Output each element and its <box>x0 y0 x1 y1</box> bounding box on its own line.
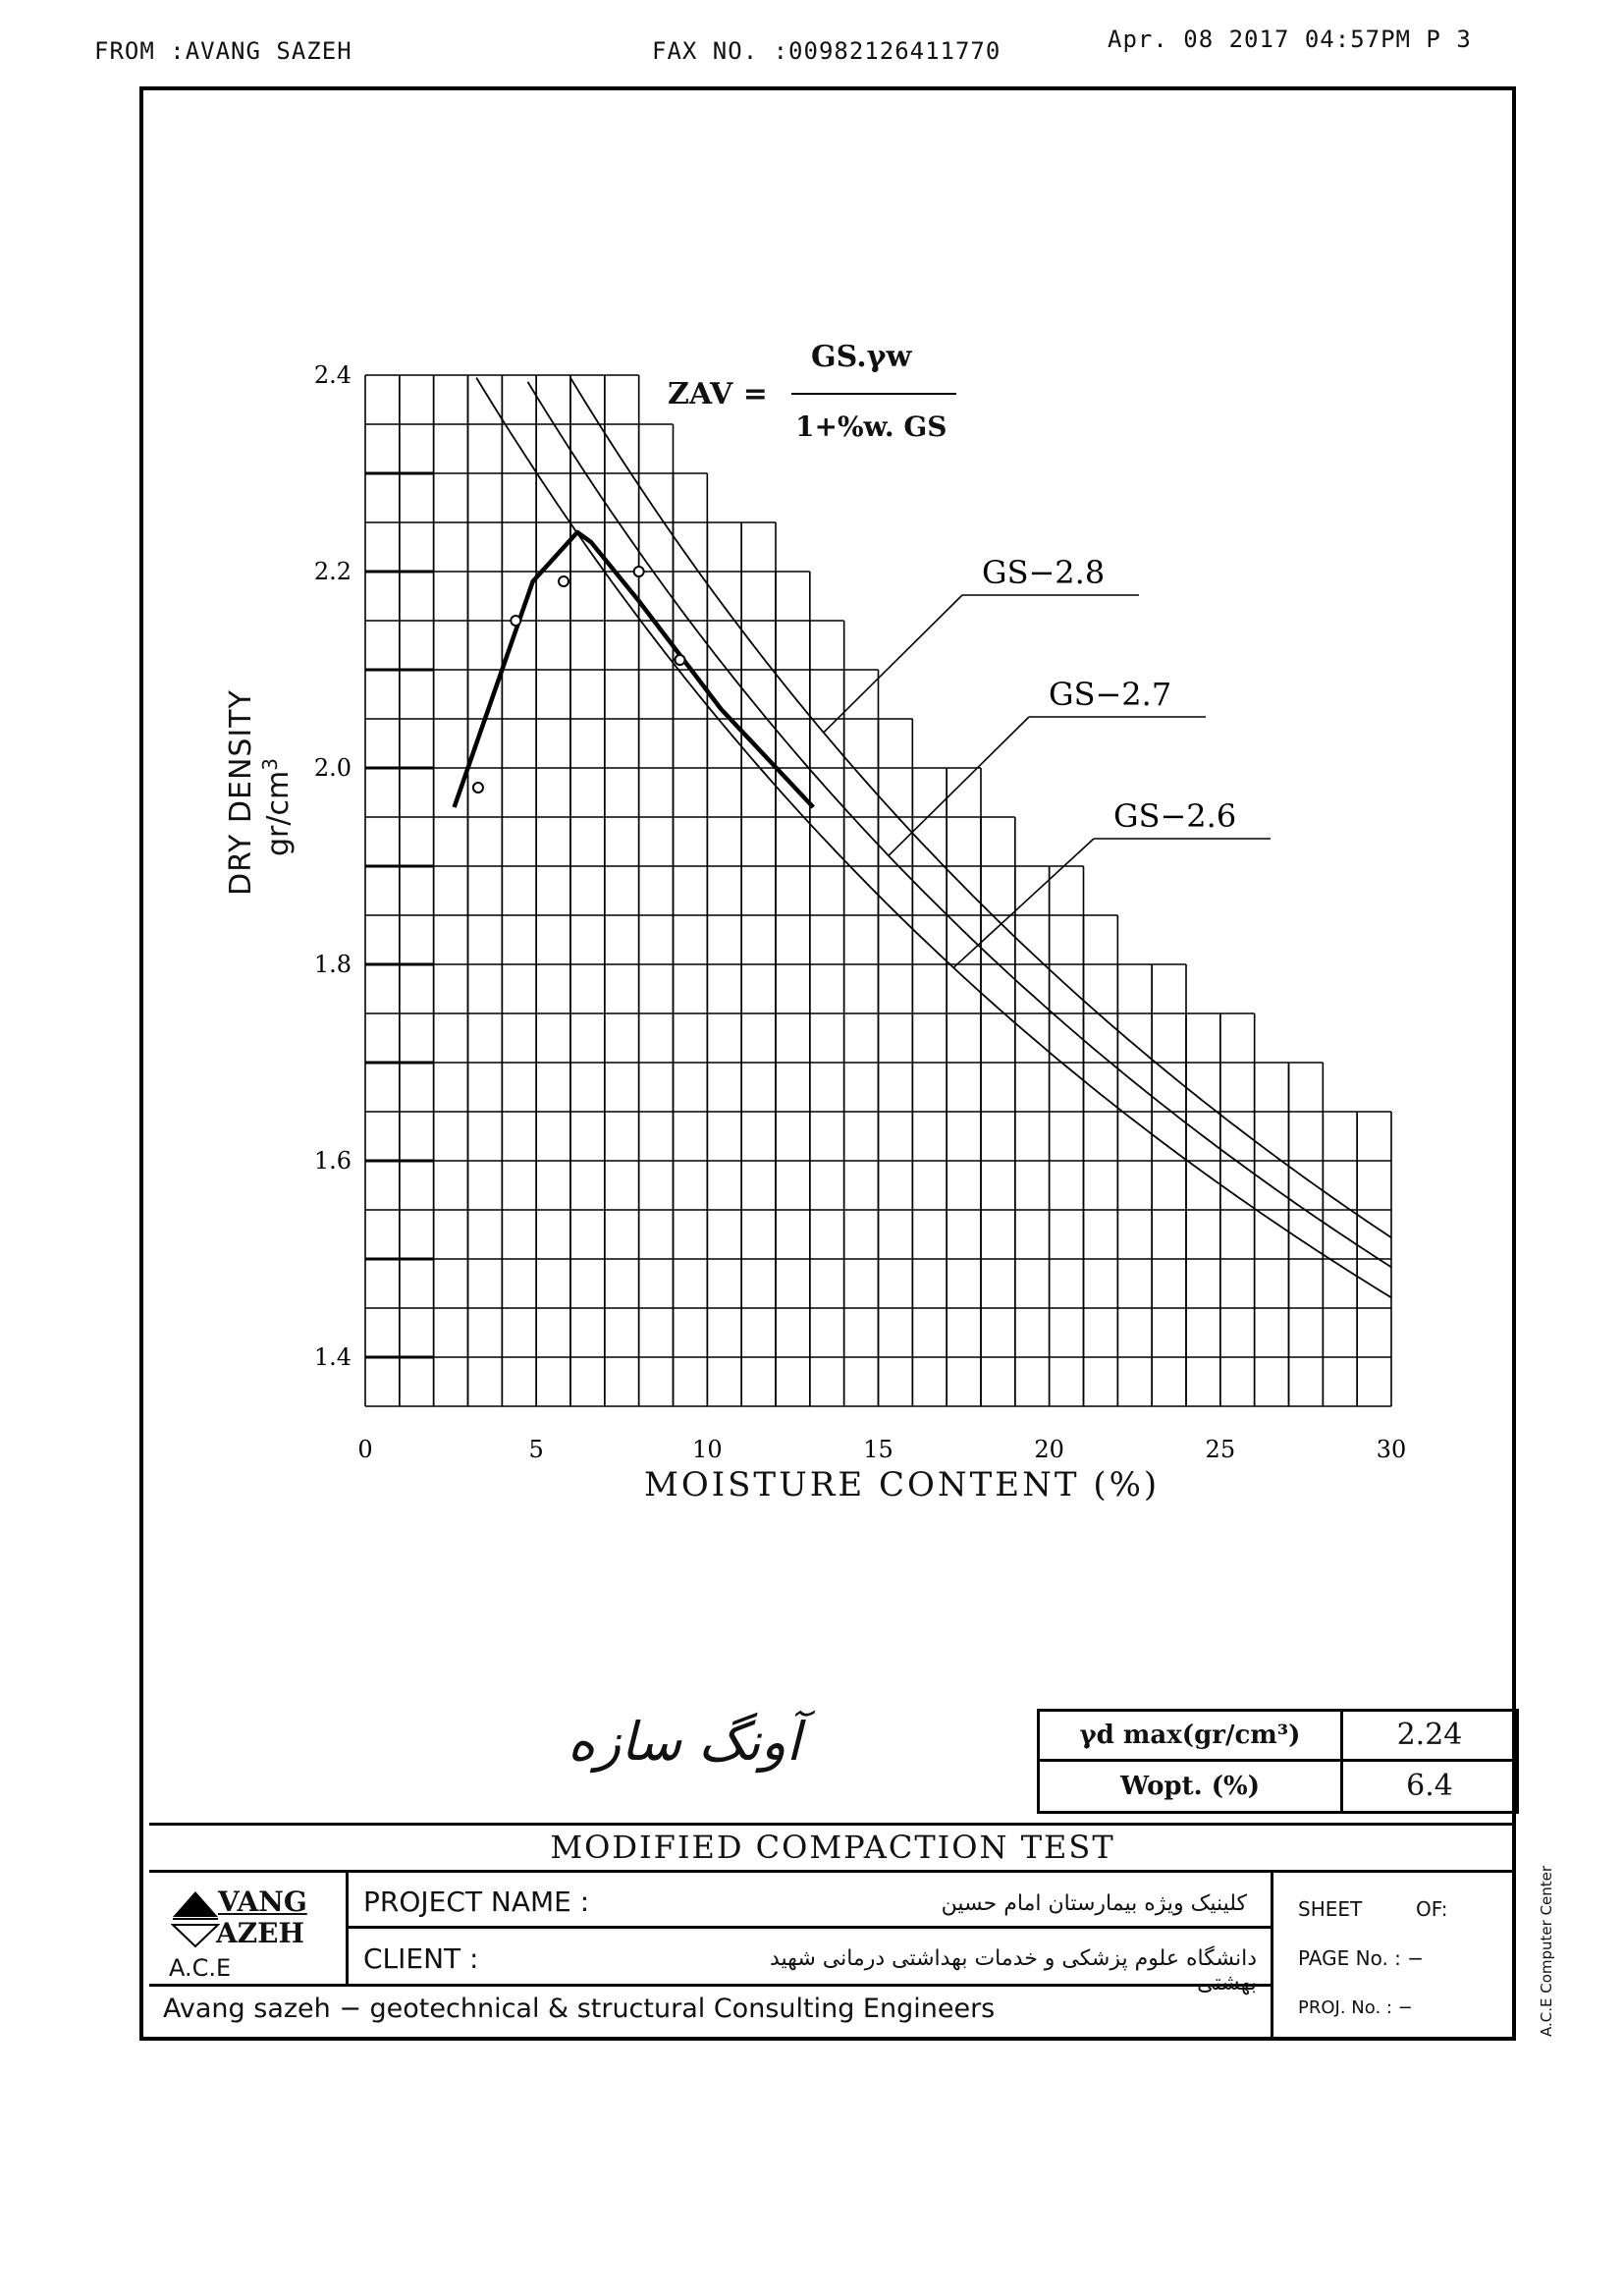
zav-leader-line <box>953 839 1094 967</box>
y-axis-unit-sup: 3 <box>258 758 282 771</box>
y-tick-label: 2.0 <box>313 754 352 782</box>
max-density-label-cell <box>1037 1709 1343 1762</box>
x-tick-label: 5 <box>528 1436 544 1463</box>
logo-triangle-icon <box>171 1887 220 1921</box>
y-tick-label: 2.2 <box>313 558 352 585</box>
sheet-of-label: OF: <box>1416 1897 1448 1921</box>
x-tick-label: 30 <box>1376 1436 1407 1463</box>
opt-moisture-label: Wopt. (%) <box>1119 1772 1261 1801</box>
formula-fraction-bar <box>791 393 956 395</box>
formula-lhs: ZAV = <box>668 377 768 411</box>
page-number: PAGE No. : − <box>1298 1946 1425 1970</box>
formula-denominator: 1+%w. GS <box>795 410 947 443</box>
project-name-label: PROJECT NAME : <box>363 1886 590 1918</box>
chart-grid <box>365 375 1391 1406</box>
zav-label: GS−2.7 <box>1049 676 1172 713</box>
project-number: PROJ. No. : − <box>1298 1997 1413 2018</box>
data-points <box>473 567 685 793</box>
opt-moisture-label-cell <box>1037 1759 1343 1814</box>
project-rule <box>346 1926 1273 1929</box>
fax-from: FROM :AVANG SAZEH <box>94 37 352 65</box>
y-axis-label-group <box>224 689 296 896</box>
data-point <box>634 567 644 576</box>
logo-line-3: A.C.E <box>169 1954 232 1982</box>
y-tick-label: 1.8 <box>313 951 352 978</box>
opt-moisture-value: 6.4 <box>1406 1769 1453 1803</box>
y-axis-unit <box>258 689 296 856</box>
max-density-label: γd max(gr/cm³) <box>1079 1721 1301 1750</box>
logo-s-icon <box>171 1923 220 1948</box>
data-point <box>675 655 684 665</box>
data-point <box>473 783 483 793</box>
x-tick-label: 15 <box>863 1436 893 1463</box>
fax-date-page: Apr. 08 2017 04:57PM P 3 <box>1108 26 1472 53</box>
fax-number: FAX NO. :00982126411770 <box>652 37 1001 65</box>
zav-label: GS−2.8 <box>982 554 1106 591</box>
test-title: MODIFIED COMPACTION TEST <box>550 1829 1115 1866</box>
data-point <box>511 616 520 626</box>
side-credit: A.C.E Computer Center <box>1538 1865 1555 2037</box>
zav-leader-line <box>889 717 1029 855</box>
x-tick-label: 25 <box>1205 1436 1236 1463</box>
sheet-divider <box>1271 1870 1273 2037</box>
sheet-label: SHEET <box>1298 1897 1363 1921</box>
y-tick-label: 2.4 <box>313 361 352 389</box>
client-value: دانشگاه علوم پزشکی و خدمات بهداشتی درمانی شهید بهشتی <box>770 1946 1257 1995</box>
logo-line-1: VANG <box>218 1886 307 1918</box>
x-tick-label: 20 <box>1034 1436 1064 1463</box>
y-axis-unit-text: gr/cm <box>261 770 296 856</box>
logo-line-2: AZEH <box>216 1917 304 1949</box>
client-label: CLIENT : <box>363 1942 479 1975</box>
x-tick-label: 10 <box>692 1436 723 1463</box>
max-density-value-cell <box>1340 1709 1519 1762</box>
x-axis-label: MOISTURE CONTENT (%) <box>644 1465 1161 1504</box>
project-name-value: کلینیک ویژه بیمارستان امام حسین <box>941 1891 1247 1916</box>
tick-labels <box>314 361 1406 1463</box>
signature: آونگ سازه <box>568 1711 801 1773</box>
zav-curve-gs-2.7 <box>528 382 1392 1267</box>
y-tick-label: 1.6 <box>313 1147 352 1175</box>
title-block-mid-rule <box>149 1870 1516 1873</box>
y-axis-label: DRY DENSITY <box>224 689 258 896</box>
opt-moisture-value-cell <box>1340 1759 1519 1814</box>
zav-label: GS−2.6 <box>1113 797 1237 835</box>
data-point <box>559 576 568 586</box>
x-tick-label: 0 <box>357 1436 373 1463</box>
y-tick-label: 1.4 <box>313 1343 352 1371</box>
zav-labels <box>824 554 1271 967</box>
max-density-value: 2.24 <box>1396 1718 1463 1752</box>
company-name: Avang sazeh − geotechnical & structural Consulting Engineers <box>163 1994 996 2024</box>
formula-numerator: GS.γw <box>811 340 912 374</box>
